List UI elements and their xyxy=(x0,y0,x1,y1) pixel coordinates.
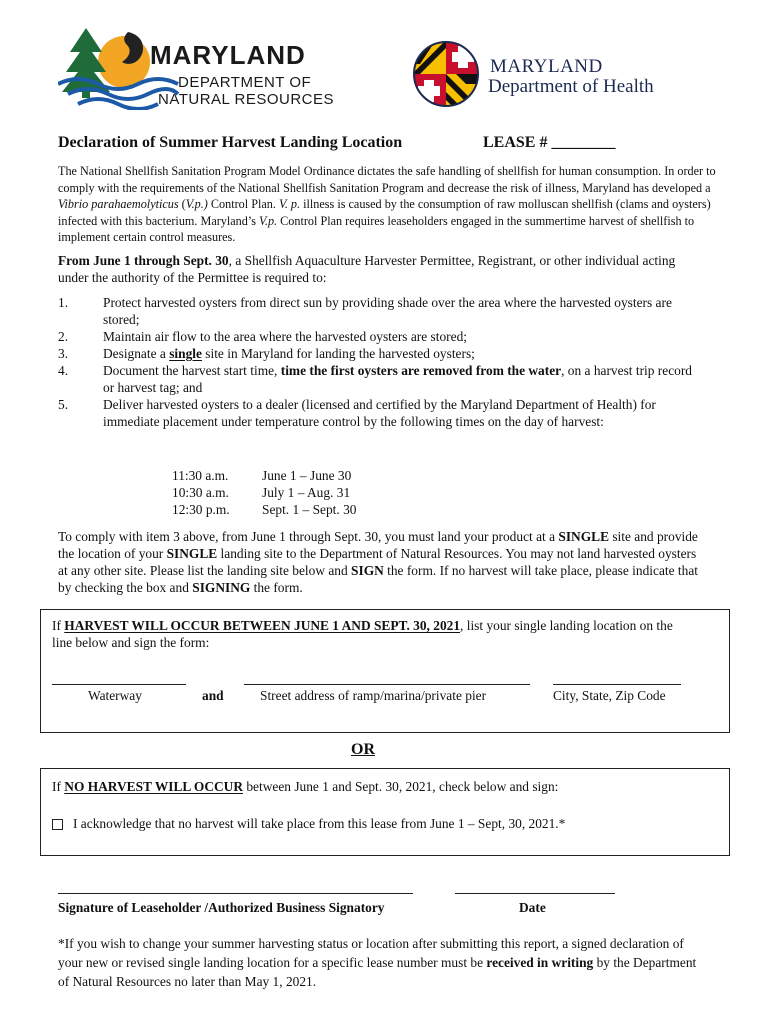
intro-paragraph: The National Shellfish Sanitation Program Model Ordinance dictates the safe handling of shellfish for human consumption. In order to comply with the requirements of the National Shellfish Sanitation Program and decrease the risk of illness, Maryland has developed a Vibrio parahaemolyticus (V.p.) Control Plan. V. p. illness is caused by the consumption of raw molluscan shellfish (clams and oysters) infected with this bacterium. Maryland’s V.p. Control Plan requires leaseholders engaged in the summertime harvest of shellfish to implement certain control measures. xyxy=(58,164,716,244)
signature-label: Signature of Leaseholder /Authorized Business Signatory xyxy=(58,900,385,915)
requirements-list xyxy=(58,294,698,430)
table-row: 12:30 p.m. Sept. 1 – Sept. 30 xyxy=(172,502,357,517)
street-address-input[interactable] xyxy=(244,684,530,685)
list-item: 3. Designate a single site in Maryland for landing the harvested oysters; xyxy=(58,346,475,361)
waterway-label: Waterway xyxy=(88,688,142,703)
mdh-subtitle: Department of Health xyxy=(488,76,654,97)
requirement-paragraph: From June 1 through Sept. 30, a Shellfish Aquaculture Harvester Permittee, Registrant, or other individual acting under the authority of the Permittee is required to: xyxy=(58,253,676,285)
no-harvest-checkbox[interactable] xyxy=(52,819,63,830)
and-label: and xyxy=(202,688,224,703)
no-harvest-acknowledgement[interactable] xyxy=(52,816,565,832)
or-separator: OR xyxy=(351,741,375,758)
city-state-zip-label: City, State, Zip Code xyxy=(553,688,666,703)
footnote: *If you wish to change your summer harvesting status or location after submitting this report, a signed declaration of your new or revised single landing location for a specific lease number must be received in writing by the Department of Natural Resources no later than May 1, 2021. xyxy=(58,936,697,989)
signature-input[interactable] xyxy=(58,893,413,894)
table-row: 10:30 a.m. July 1 – Aug. 31 xyxy=(172,485,351,500)
list-item: 2. Maintain air flow to the area where the harvested oysters are stored; xyxy=(58,329,468,344)
comply-paragraph: To comply with item 3 above, from June 1 through Sept. 30, you must land your product at a SINGLE site and provide the location of your SINGLE landing site to the Department of Natural Resources. You may not land harvested oysters at any other site. Please list the landing site below and SIGN the form. If no harvest will take place, please indicate that by checking the box and SIGNING the form. xyxy=(58,529,698,595)
dnr-subtitle-2: NATURAL RESOURCES xyxy=(158,91,335,108)
harvest-instructions: If HARVEST WILL OCCUR BETWEEN JUNE 1 AND SEPT. 30, 2021, list your single landing location on the line below and sign the form: xyxy=(52,618,673,650)
no-harvest-instructions: If NO HARVEST WILL OCCUR between June 1 and Sept. 30, 2021, check below and sign: xyxy=(52,779,559,794)
dnr-subtitle-1: DEPARTMENT OF xyxy=(178,74,312,91)
maryland-flag-seal xyxy=(412,40,480,108)
waterway-input[interactable] xyxy=(52,684,186,685)
list-item: 4. Document the harvest start time, time the first oysters are removed from the water, on a harvest trip record or harvest tag; and xyxy=(58,363,692,395)
lease-number-field[interactable]: LEASE # ________ xyxy=(483,134,616,151)
list-item: 1. Protect harvested oysters from direct sun by providing shade over the area where the harvested oysters are stored; xyxy=(58,295,672,327)
street-address-label: Street address of ramp/marina/private pier xyxy=(260,688,487,703)
date-input[interactable] xyxy=(455,893,615,894)
acknowledgement-text: I acknowledge that no harvest will take place from this lease from June 1 – Sept, 30, 2021.* xyxy=(73,816,566,831)
mdh-title: MARYLAND xyxy=(490,56,603,77)
form-title: Declaration of Summer Harvest Landing Location xyxy=(58,134,403,151)
dnr-title: MARYLAND xyxy=(150,40,306,70)
date-label: Date xyxy=(519,900,546,915)
city-state-zip-input[interactable] xyxy=(553,684,681,685)
list-item: 5. Deliver harvested oysters to a dealer (licensed and certified by the Maryland Department of Health) for immediate placement under temperature control by the following times on the day of harvest: xyxy=(58,397,656,429)
delivery-times-table xyxy=(172,467,356,518)
table-row: 11:30 a.m. June 1 – June 30 xyxy=(172,468,352,483)
